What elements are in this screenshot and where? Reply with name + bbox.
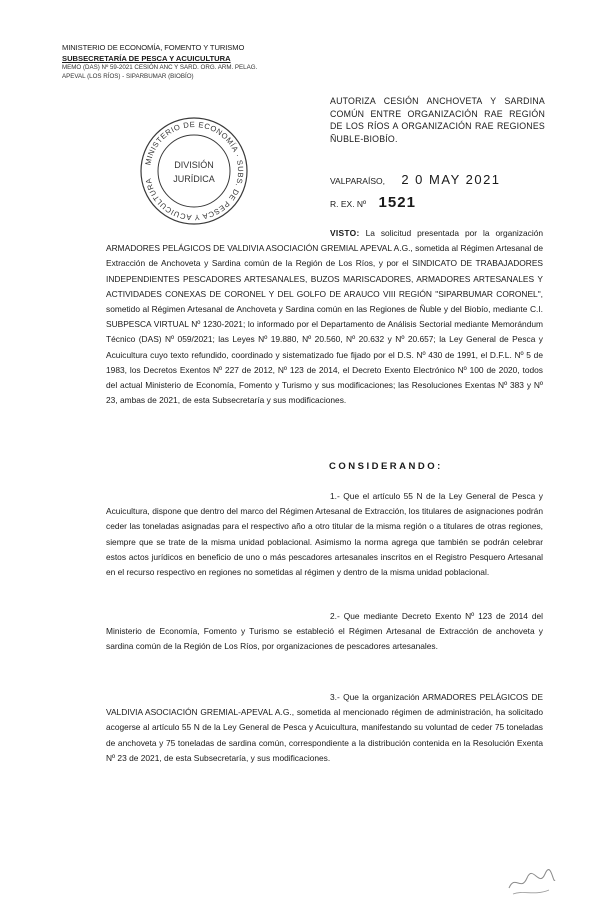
memo-reference-line-1: MEMO (DAS) Nº 59-2021 CESIÓN ANC Y SARD. ORG. ARM. PELAG. bbox=[62, 64, 258, 71]
visto-label: VISTO: bbox=[330, 228, 360, 238]
resolution-number: 1521 bbox=[378, 194, 416, 211]
ministry-name: MINISTERIO DE ECONOMÍA, FOMENTO Y TURISMO bbox=[62, 43, 245, 52]
resolution-subject: AUTORIZA CESIÓN ANCHOVETA Y SARDINA COMÚN ENTRE ORGANIZACIÓN RAE REGIÓN DE LOS RÍOS A ORGANIZACIÓN RAE REGIONES ÑUBLE-BIOBÍO. bbox=[330, 96, 545, 144]
resolution-number-line bbox=[330, 194, 416, 211]
considerando-item bbox=[106, 489, 543, 580]
date-place: VALPARAÍSO, bbox=[330, 176, 385, 186]
memo-reference-line-2: APEVAL (LOS RÍOS) - SIPARBUMAR (BIOBÍO) bbox=[62, 72, 194, 80]
stamp-line-1: DIVISIÓN bbox=[174, 160, 214, 170]
considerando-item-2-text: 2.- Que mediante Decreto Exento Nº 123 de 2014 del Ministerio de Economía, Fomento y Turismo se estableció el Régimen Artesanal de Extracción de anchoveta y sardina común de la Región de Los Ríos, por organizaciones de pescadores artesanales. bbox=[106, 611, 543, 652]
considerando-item bbox=[106, 609, 543, 655]
initials-mark-icon bbox=[505, 862, 557, 898]
considerando-heading: CONSIDERANDO: bbox=[329, 461, 443, 472]
date-stamp-value: 2 0 MAY 2021 bbox=[401, 172, 501, 187]
date-line bbox=[330, 172, 501, 187]
visto-text: La solicitud presentada por la organización ARMADORES PELÁGICOS DE VALDIVIA ASOCIACIÓN GREMIAL APEVAL A.G., sometida al Régimen Artesanal de Extracción de Anchoveta y Sardina común de la Región de Los Ríos, y por el SINDICATO DE TRABAJADORES INDEPENDIENTES PESCADORES ARTESANALES, BUZOS MARISCADORES, ARMADORES ARTESANALES Y ACTIVIDADES CONEXAS DE CORONEL Y DEL GOLFO DE ARAUCO VIII REGIÓN "SIPARBUMAR CORONEL", sometido al Régimen Artesanal de Anchoveta y Sardina común en las Regiones de Ñuble y del Biobío, mediante C.I. SUBPESCA VIRTUAL Nº 1230-2021; lo informado por el Departamento de Análisis Sectorial mediante Memorándum Técnico (DAS) Nº 059/2021; las Leyes Nº 19.880, Nº 20.560, Nº 20.632 y Nº 20.657; la Ley General de Pesca y Acuicultura cuyo texto refundido, coordinado y sistematizado fue fijado por el D.S. Nº 430 de 1991, el D.F.L. Nº 5 de 1983, los Decretos Exentos Nº 227 de 2012, Nº 123 de 2014, el Decreto Exento Electrónico Nº 100 de 2020, todos del actual Ministerio de Economía, Fomento y Turismo y sus modificaciones; las Resoluciones Exentas Nº 383 y Nº 23, ambas de 2021, de esta Subsecretaría y sus modificaciones. bbox=[106, 228, 544, 406]
stamp-ring-text: MINISTERIO DE ECONOMÍA · SUBS. DE PESCA Y ACUICULTURA bbox=[143, 119, 246, 223]
considerando-item bbox=[106, 690, 543, 766]
resolution-label: R. EX. Nº bbox=[330, 199, 367, 209]
visto-paragraph bbox=[106, 226, 543, 408]
considerando-item-1-text: 1.- Que el artículo 55 N de la Ley General de Pesca y Acuicultura, dispone que dentro del marco del Régimen Artesanal de Extracción, los titulares de asignaciones podrán ceder las toneladas asignadas para el respectivo año a otro titular de la misma región o a titulares de otras regiones, siempre que se trate de la misma unidad poblacional. Asimismo la norma agrega que también se podrán celebrar estos actos jurídicos en beneficio de uno o más pescadores artesanales inscritos en el Registro Pesquero Artesanal en el recurso respectivo en regiones no sometidas al régimen y dentro de la misma unidad poblacional. bbox=[106, 491, 543, 578]
undersecretary-name: SUBSECRETARÍA DE PESCA Y ACUICULTURA bbox=[62, 54, 231, 63]
document-header bbox=[62, 42, 262, 81]
legal-division-stamp bbox=[135, 112, 253, 230]
considerando-item-3-text: 3.- Que la organización ARMADORES PELÁGICOS DE VALDIVIA ASOCIACIÓN GREMIAL-APEVAL A.G., sometida al mencionado régimen de administración, ha solicitado acogerse al artículo 55 N de la Ley General de Pesca y Acuicultura, manifestando su voluntad de ceder 75 toneladas de anchoveta y 75 toneladas de sardina común, correspondiente a la distribución contenida en la Resolución Exenta Nº 23 de 2021, de esta Subsecretaría, y sus modificaciones. bbox=[106, 692, 543, 763]
stamp-line-2: JURÍDICA bbox=[173, 174, 215, 184]
